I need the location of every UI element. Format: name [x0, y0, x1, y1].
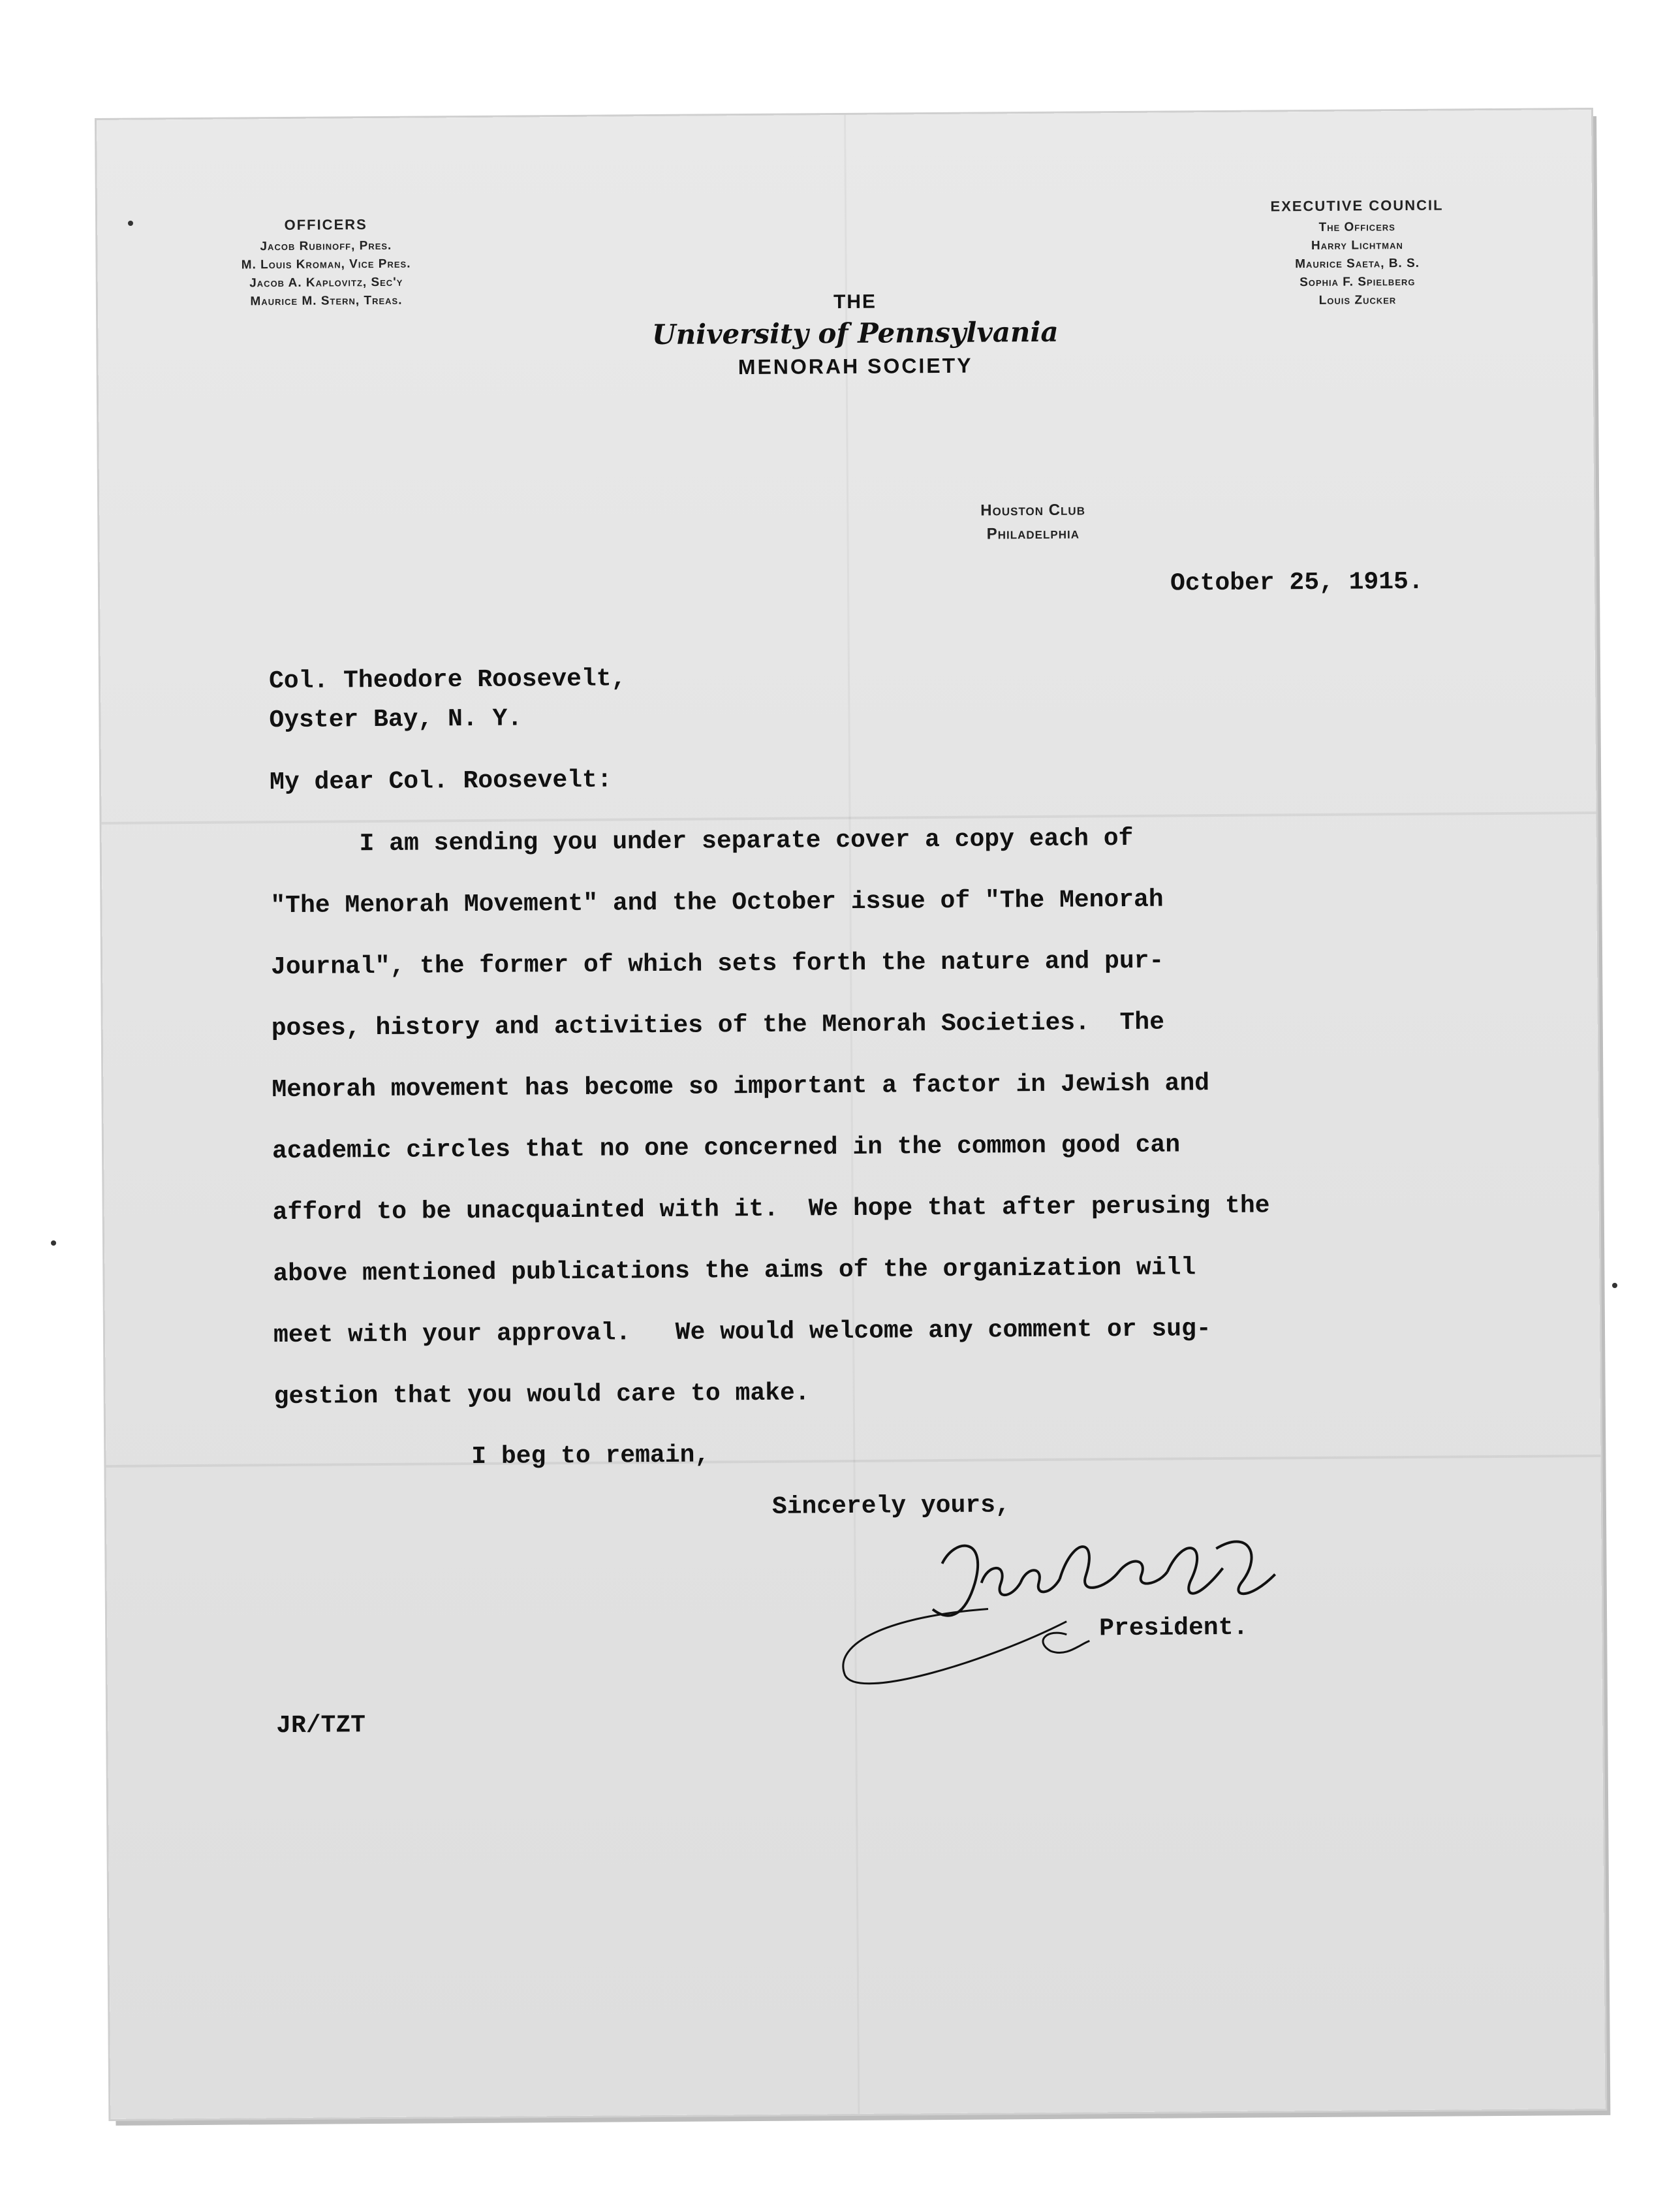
body-line: Journal", the former of which sets forth the nature and pur- — [270, 947, 1164, 982]
typist-initials: JR/TZT — [276, 1711, 366, 1740]
body-line: above mentioned publications the aims of the organization will — [273, 1253, 1196, 1289]
officers-block — [189, 215, 463, 311]
signature-graphic — [792, 1509, 1289, 1708]
officer-name: Jacob A. Kaplovitz, Sec'y — [249, 275, 403, 291]
letter-date: October 25, 1915. — [1170, 567, 1423, 598]
remain-line: I beg to remain, — [471, 1441, 710, 1472]
recipient-line: Col. Theodore Roosevelt, — [268, 665, 627, 696]
body-line: poses, history and activities of the Menorah Societies. The — [271, 1008, 1165, 1043]
letterhead-center — [620, 289, 1091, 380]
body-line: afford to be unacquainted with it. We hope that after perusing the — [272, 1191, 1270, 1227]
officer-name: M. Louis Kroman, Vice Pres. — [241, 257, 411, 272]
address-line: Houston Club — [980, 501, 1086, 520]
society-name: MENORAH SOCIETY — [738, 353, 973, 379]
address-line: Philadelphia — [986, 524, 1080, 543]
body-line: meet with your approval. We would welcome any comment or sug- — [273, 1315, 1211, 1350]
paper-speck — [1612, 1283, 1617, 1288]
letter-page — [97, 110, 1605, 2119]
body-line: gestion that you would care to make. — [273, 1379, 810, 1411]
body-line: "The Menorah Movement" and the October issue of "The Menorah — [270, 885, 1164, 921]
salutation: My dear Col. Roosevelt: — [269, 766, 612, 797]
council-member: Harry Lichtman — [1311, 238, 1403, 253]
recipient-line: Oyster Bay, N. Y. — [269, 704, 523, 735]
officers-title: OFFICERS — [284, 216, 367, 233]
body-line: I am sending you under separate cover a copy each of — [270, 824, 1134, 859]
paper-speck — [128, 221, 133, 226]
body-line: Menorah movement has become so important a factor in Jewish and — [272, 1069, 1210, 1105]
paper-speck — [51, 1240, 56, 1246]
officer-name: Maurice M. Stern, Treas. — [250, 293, 403, 309]
council-member: Sophia F. Spielberg — [1299, 274, 1416, 290]
council-block — [1220, 197, 1495, 311]
university-name: University of Pennsylvania — [651, 315, 1059, 351]
officer-name: Jacob Rubinoff, Pres. — [260, 238, 392, 254]
council-member: Maurice Saeta, B. S. — [1295, 256, 1420, 272]
signer-title: President. — [1099, 1613, 1249, 1643]
council-member: Louis Zucker — [1318, 293, 1397, 307]
letterhead-address — [980, 498, 1085, 546]
letterhead-the: THE — [833, 291, 877, 313]
council-title: EXECUTIVE COUNCIL — [1270, 197, 1444, 215]
closing-line: Sincerely yours, — [771, 1491, 1010, 1521]
body-line: academic circles that no one concerned in the common good can — [272, 1131, 1181, 1166]
council-member: The Officers — [1318, 220, 1395, 234]
fold-crease — [844, 115, 860, 2114]
